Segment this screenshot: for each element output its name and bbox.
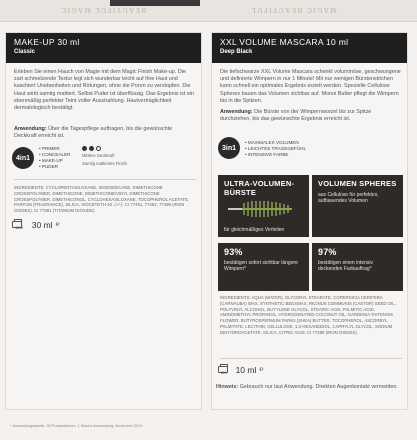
mascara-panel <box>211 32 408 410</box>
divider <box>14 179 196 180</box>
mascara-usage-text: Die Bürste von der Wimpernwurzel bis zur Spitze durchziehen, bis das gewünschte Ergebnis erreicht ist. <box>220 109 372 123</box>
stat-lashes-text: bestätigen sofort sichtbar längere Wimpern* <box>224 259 298 272</box>
mascara-usage <box>220 109 402 123</box>
makeup-volume-value: 30 ml <box>31 219 53 230</box>
mascara-title: XXL VOLUME MASCARA 10 ml <box>220 37 349 47</box>
feature-item: • LEICHTES TRAGEGEFÜHL <box>245 146 306 151</box>
divider <box>220 358 402 359</box>
mascara-volume <box>218 364 264 375</box>
mascara-description: Die tiefschwarze XXL Volume Mascara schenkt voluminöse, geschwungene und definierte Wimpern in nur 1 Minute! Mit nur wenigen Bürstenstrichen kann schnell ein optimales Ergebnis erzielt werden. Spezielle Cellulose Spheres bauen das Volumen sichtbar auf. Monoi Butter pflegt die Wimpern bis in die Spitzen. <box>220 69 401 104</box>
pao-jar-icon <box>12 221 22 228</box>
brush-feature-box <box>218 175 309 237</box>
makeup-usage-text: Über die Tagespflege auftragen, bis die gewünschte Deckkraft erreicht ist. <box>14 126 173 140</box>
mascara-3in1-badge: 3in1 <box>218 137 240 159</box>
pao-label: 12M <box>15 225 23 230</box>
makeup-description: Erleben Sie einen Hauch von Magie mit dem Magic Finish Make-up. Die zart schmelzende Textur legt sich wunderbar leicht auf Ihre Haut und kaschiert Unebenheiten und Rötungen, ohne die Poren zu verstopfen. Die Haut wirkt samtig mattiert. Selbst Puder ist überflüssig. Das Ergebnis ist ein ebenmäßig perfekter Teint voller Ausstrahlung. Hautverträglichkeit dermatologisch bestätigt. <box>14 69 195 112</box>
coverage-label: Mittlere Deckkraft <box>82 153 115 158</box>
estimated-sign-icon: ℮ <box>55 221 60 228</box>
makeup-4in1-badge: 4in1 <box>12 147 34 169</box>
top-brand-text-left: BEAUTIFUL MAGIC <box>60 6 147 14</box>
makeup-header <box>6 33 201 63</box>
mascara-usage-label: Anwendung: <box>220 109 253 115</box>
warning-note <box>216 384 406 391</box>
feature-item: • PRIMER <box>39 146 60 151</box>
feature-item: • PUDER <box>39 164 58 169</box>
brush-feature-text: für gleichmäßiges Verteilen <box>224 226 285 233</box>
mascara-shade: Deep Black <box>220 49 253 55</box>
makeup-shade: Classic <box>14 49 36 55</box>
spheres-feature-box <box>312 175 403 237</box>
makeup-title: MAKE-UP 30 ml <box>14 37 80 47</box>
mascara-brush-icon <box>228 199 300 219</box>
finish-label: Samtig mattiertes Finish <box>82 161 127 166</box>
makeup-feature-list <box>39 146 70 170</box>
mascara-volume-value: 10 ml <box>235 364 257 375</box>
pao-label: 6M <box>221 370 227 375</box>
brush-feature-title: ULTRA-VOLUMEN-BÜRSTE <box>224 179 295 197</box>
top-strip <box>0 0 417 22</box>
pao-jar-icon <box>218 366 228 373</box>
stat-color-value: 97% <box>318 247 337 257</box>
mascara-feature-list <box>245 140 306 158</box>
footnote: * Anwendungsstudie, 30 Probandinnen, 1 Woche Anwendung, November 2019 <box>10 424 143 428</box>
mascara-header <box>212 33 407 63</box>
makeup-usage-label: Anwendung: <box>14 126 47 132</box>
coverage-dots <box>82 146 101 151</box>
makeup-ingredients: INGREDIENTS: CYCLOPENTASILOXANE, ISODODECANE, DIMETHICONE CROSSPOLYMER, DIMETHICONE, DIMETHICONE/VINYL DIMETHICONE CROSSPOLYMER, DIMETHICONOL, CYCLOHEXASILOXANE, TOCOPHEROL ACETATE, PARFUM (FRAGRANCE), SILICA, ISOCETETH-10. (+/-): CI 77491, 77492, 77499 (IRON OXIDES), CI 77891 (TITANIUM DIOXIDE). <box>14 185 190 214</box>
stat-color-text: bestätigen einen intensiv deckenden Farbauftrag* <box>318 259 374 272</box>
stat-color-box <box>312 243 403 291</box>
spheres-feature-title: VOLUMEN SPHERES <box>318 179 397 188</box>
feature-item: • CONCEALER <box>39 152 71 157</box>
coverage-dot-filled <box>82 146 87 151</box>
top-brand-text-right: MAGIC BEAUTIFUL <box>250 6 337 14</box>
feature-item: • INTENSIVE FARBE <box>245 152 289 157</box>
coverage-dot-empty <box>96 146 101 151</box>
stat-lashes-value: 93% <box>224 247 243 257</box>
stat-lashes-box <box>218 243 309 291</box>
mascara-ingredients: INGREDIENTS: AQUA (WATER), GLYCERYL STEARATE, COPERNICIA CERIFERA (CARNAUBA) WAX, SYNTHETIC BEESWAX, RICINUS COMMUNIS (CASTOR) SEED OIL, POLYVINYL ALCOHOL, BUTYLENE GLYCOL, STEARIC ACID, PALMITIC ACID, AMINOMETHYL PROPANOL, HYDROGENATED COCONUT OIL, GARDENIA TAITENSIS FLOWER, BUTYROSPERMUM PARKII (SHEA) BUTTER, TOCOPHEROL, ASCORBYL PALMITATE, LECITHIN, CELLULOSE, 1,2-HEXANEDIOL, CAPRYLYL GLYCOL, SODIUM DEHYDROACETATE, SILICA, CITRIC ACID, CI 77499 (IRON OXIDES). <box>220 295 396 335</box>
makeup-volume <box>12 219 60 230</box>
makeup-panel <box>5 32 202 410</box>
makeup-usage <box>14 126 196 140</box>
coverage-dot-filled <box>89 146 94 151</box>
feature-item: • MAKE-UP <box>39 158 63 163</box>
feature-item: • MAXIMALES VOLUMEN <box>245 140 299 145</box>
spheres-feature-text: aus Cellulose für perfektes, aufbauendes Volumen <box>318 191 379 204</box>
warning-text: Gebrauch nur laut Anwendung. Direkten Augenkontakt vermeiden. <box>239 384 398 390</box>
estimated-sign-icon: ℮ <box>259 366 264 373</box>
warning-label: Hinweis: <box>216 384 239 390</box>
